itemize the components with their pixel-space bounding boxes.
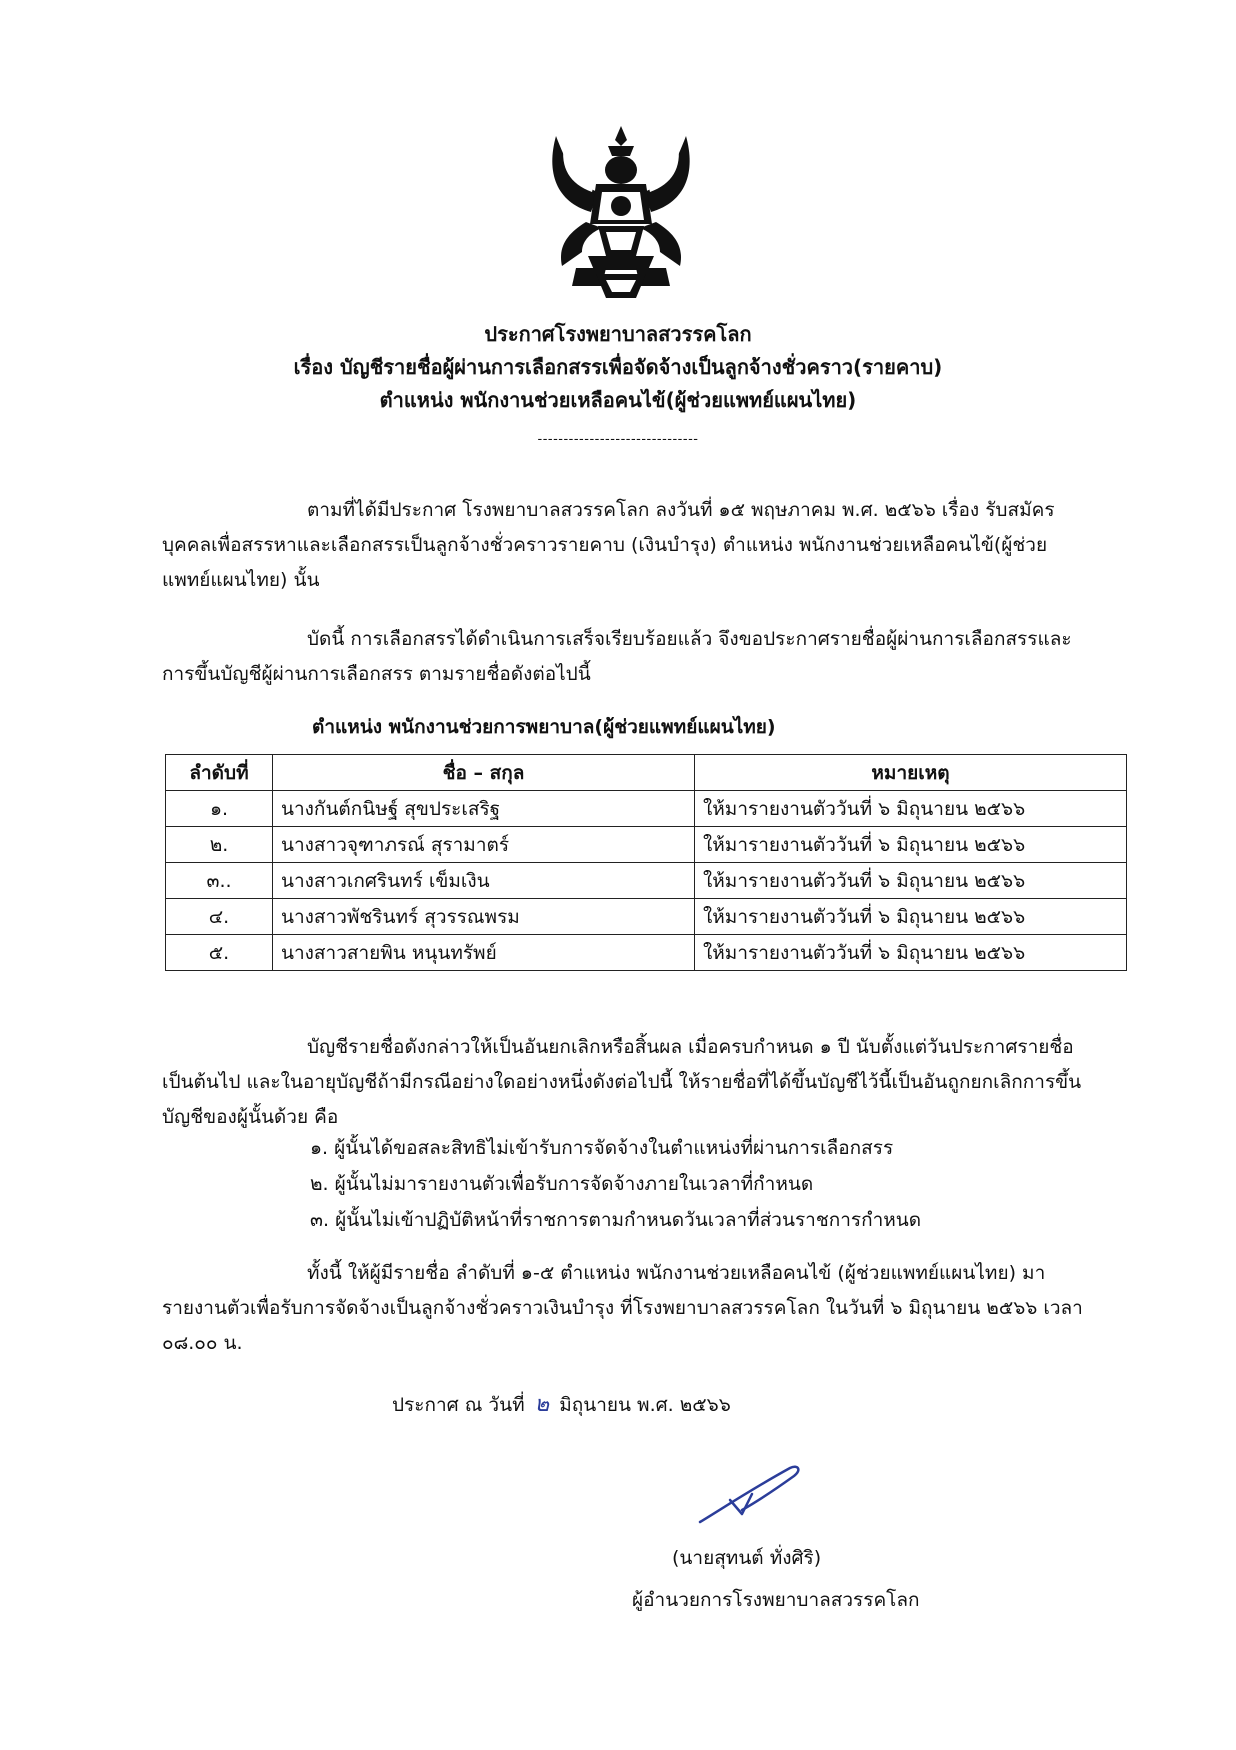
column-header-no: ลำดับที่ [166,755,273,791]
signature-mark [690,1460,810,1530]
intro-paragraph [162,493,1087,598]
row-note: ให้มารายงานตัววันที่ ๖ มิถุนายน ๒๕๖๖ [695,791,1127,827]
row-name: นางสาวสายพิน หนุนทรัพย์ [273,935,695,971]
table-row [166,863,1127,899]
result-paragraph [162,622,1087,692]
closing-text: ทั้งนี้ ให้ผู้มีรายชื่อ ลำดับที่ ๑-๕ ตำแหน่ง พนักงานช่วยเหลือคนไข้ (ผู้ช่วยแพทย์แผนไทย) มารายงานตัวเพื่อรับการจัดจ้างเป็นลูกจ้างชั่วคราวเงินบำรุง ที่โรงพยาบาลสวรรคโลก ในวันที่ ๖ มิถุนายน ๒๕๖๖ เวลา ๐๘.๐๐ น. [162,1262,1083,1354]
row-number: ๕. [166,935,273,971]
announcement-position: ตำแหน่ง พนักงานช่วยเหลือคนไข้(ผู้ช่วยแพทย์แผนไทย) [379,388,857,412]
signatory-title: ผู้อำนวยการโรงพยาบาลสวรรคโลก [632,1589,920,1611]
row-note: ให้มารายงานตัววันที่ ๖ มิถุนายน ๒๕๖๖ [695,863,1127,899]
row-name: นางกันต์กนิษฐ์ สุขประเสริฐ [273,791,695,827]
table-row [166,935,1127,971]
announcement-issuer: ประกาศโรงพยาบาลสวรรคโลก [484,322,752,346]
table-row [166,899,1127,935]
date-suffix: มิถุนายน พ.ศ. ๒๕๖๖ [559,1394,731,1416]
section-title: ตำแหน่ง พนักงานช่วยการพยาบาล(ผู้ช่วยแพทย์แผนไทย) [312,716,776,738]
row-note: ให้มารายงานตัววันที่ ๖ มิถุนายน ๒๕๖๖ [695,899,1127,935]
column-header-name: ชื่อ – สกุล [273,755,695,791]
signatory-name: (นายสุทนต์ ทั่งศิริ) [672,1547,822,1569]
validity-text: บัญชีรายชื่อดังกล่าวให้เป็นอันยกเลิกหรือสิ้นผล เมื่อครบกำหนด ๑ ปี นับตั้งแต่วันประกาศรายชื่อเป็นต้นไป และในอายุบัญชีถ้ามีกรณีอย่างใดอย่างหนึ่งดังต่อไปนี้ ให้รายชื่อที่ได้ขึ้นบัญชีไว้นี้เป็นอันถูกยกเลิกการขึ้นบัญชีของผู้นั้นด้วย คือ [162,1036,1082,1128]
header-separator: ------------------------------- [537,432,699,447]
row-note: ให้มารายงานตัววันที่ ๖ มิถุนายน ๒๕๖๖ [695,935,1127,971]
row-number: ๑. [166,791,273,827]
announcement-date [392,1386,731,1421]
date-prefix: ประกาศ ณ วันที่ [392,1394,525,1416]
candidate-table [165,754,1127,971]
result-text: บัดนี้ การเลือกสรรได้ดำเนินการเสร็จเรียบร้อยแล้ว จึงขอประกาศรายชื่อผู้ผ่านการเลือกสรรและการขึ้นบัญชีผู้ผ่านการเลือกสรร ตามรายชื่อดังต่อไปนี้ [162,628,1072,685]
row-number: ๔. [166,899,273,935]
row-name: นางสาวเกศรินทร์ เข็มเงิน [273,863,695,899]
garuda-emblem-icon [536,122,706,300]
row-name: นางสาวจุฑาภรณ์ สุรามาตร์ [273,827,695,863]
table-row [166,827,1127,863]
row-number: ๒. [166,827,273,863]
validity-paragraph [162,1030,1087,1135]
announcement-header [0,318,1236,417]
closing-paragraph [162,1256,1087,1361]
condition-item: ๑. ผู้นั้นได้ขอสละสิทธิไม่เข้ารับการจัดจ้างในตำแหน่งที่ผ่านการเลือกสรร [310,1137,894,1159]
row-name: นางสาวพัชรินทร์ สุวรรณพรม [273,899,695,935]
row-number: ๓.. [166,863,273,899]
column-header-note: หมายเหตุ [695,755,1127,791]
table-row [166,791,1127,827]
announcement-subject: เรื่อง บัญชีรายชื่อผู้ผ่านการเลือกสรรเพื่อจัดจ้างเป็นลูกจ้างชั่วคราว(รายคาบ) [293,355,943,379]
condition-item: ๒. ผู้นั้นไม่มารายงานตัวเพื่อรับการจัดจ้างภายในเวลาที่กำหนด [310,1173,814,1195]
condition-item: ๓. ผู้นั้นไม่เข้าปฏิบัติหน้าที่ราชการตามกำหนดวันเวลาที่ส่วนราชการกำหนด [310,1209,922,1231]
intro-text: ตามที่ได้มีประกาศ โรงพยาบาลสวรรคโลก ลงวันที่ ๑๕ พฤษภาคม พ.ศ. ๒๕๖๖ เรื่อง รับสมัครบุคคลเพื่อสรรหาและเลือกสรรเป็นลูกจ้างชั่วคราวรายคาบ (เงินบำรุง) ตำแหน่ง พนักงานช่วยเหลือคนไข้(ผู้ช่วยแพทย์แผนไทย) นั้น [162,499,1055,591]
date-day: ๒ [534,1392,550,1417]
row-note: ให้มารายงานตัววันที่ ๖ มิถุนายน ๒๕๖๖ [695,827,1127,863]
table-header-row [166,755,1127,791]
